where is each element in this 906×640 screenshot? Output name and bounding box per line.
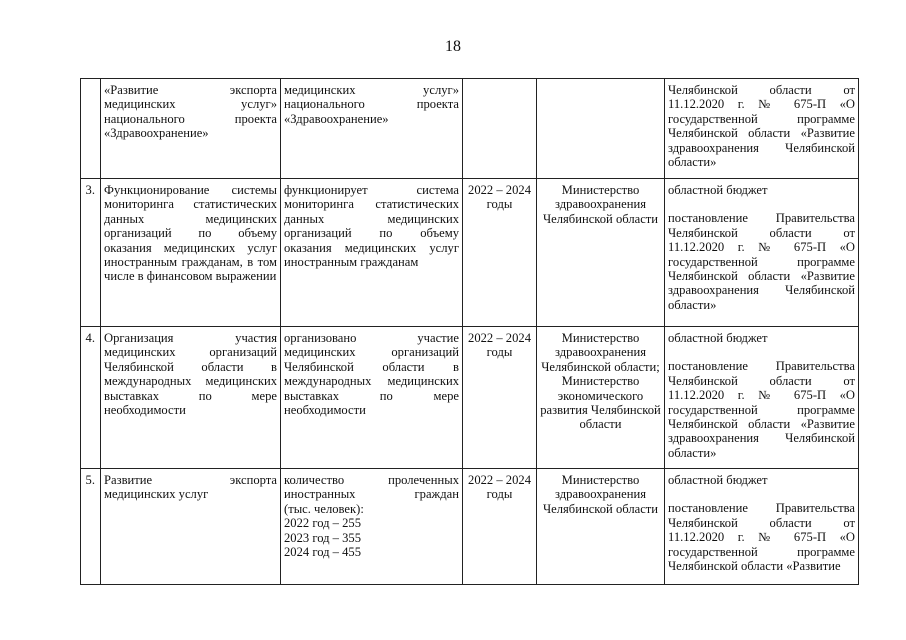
expected-result [281, 179, 463, 327]
result-line: организовано участие медицинских организаций Челябинской области в международных медицинских выставках по мере необходимости [284, 331, 459, 418]
activity-name: Функционирование системы мониторинга статистических данных медицинских организаций по объему оказания медицинских услуг иностранным гражданам, в том числе в финансовом выражении [101, 179, 281, 327]
implementation-term: 2022 – 2024 годы [463, 179, 537, 327]
row-number [81, 79, 101, 179]
table-row [81, 469, 859, 585]
implementation-term: 2022 – 2024 годы [463, 327, 537, 469]
funding-budget: областной бюджет [668, 473, 768, 487]
row-number: 4. [81, 327, 101, 469]
responsible-executor: Министерство здравоохранения Челябинской области [537, 179, 665, 327]
funding-source [665, 469, 859, 585]
funding-budget: областной бюджет [668, 183, 768, 197]
funding-document: постановление Правительства Челябинской области от 11.12.2020 г. № 675-П «О государственной программе Челябинской области «Развитие [668, 501, 855, 574]
table-row [81, 327, 859, 469]
activity-name: Развитие экспорта медицинских услуг [101, 469, 281, 585]
implementation-term: 2022 – 2024 годы [463, 469, 537, 585]
funding-source [665, 327, 859, 469]
funding-document: Челябинской области от 11.12.2020 г. № 675-П «О государственной программе Челябинской области «Развитие здравоохранения Челябинской области» [668, 83, 855, 170]
result-line: 2024 год – 455 [284, 545, 362, 560]
expected-result [281, 79, 463, 179]
result-line: медицинских услуг» национального проекта «Здравоохранение» [284, 83, 459, 126]
result-line: функционирует система мониторинга статистических данных медицинских организаций по объему оказания медицинских услуг иностранным гражданам [284, 183, 459, 270]
funding-document: постановление Правительства Челябинской области от 11.12.2020 г. № 675-П «О государственной программе Челябинской области «Развитие здравоохранения Челябинской области» [668, 359, 855, 460]
activity-name: Организация участия медицинских организаций Челябинской области в международных медицинских выставках по мере необходимости [101, 327, 281, 469]
table-row [81, 179, 859, 327]
result-line: 2023 год – 355 [284, 530, 362, 545]
implementation-term [463, 79, 537, 179]
expected-result [281, 469, 463, 585]
funding-source [665, 79, 859, 179]
responsible-executor: Министерство здравоохранения Челябинской области; Министерство экономического развития Челябинской области [537, 327, 665, 469]
activity-name: «Развитие экспорта медицинских услуг» национального проекта «Здравоохранение» [101, 79, 281, 179]
responsible-executor [537, 79, 665, 179]
table-row [81, 79, 859, 179]
row-number: 3. [81, 179, 101, 327]
page-number: 18 [445, 38, 461, 55]
row-number: 5. [81, 469, 101, 585]
funding-budget: областной бюджет [668, 331, 768, 345]
result-line: 2022 год – 255 [284, 516, 362, 531]
result-line: количество пролеченных иностранных граждан [284, 473, 459, 502]
expected-result [281, 327, 463, 469]
funding-document: постановление Правительства Челябинской области от 11.12.2020 г. № 675-П «О государственной программе Челябинской области «Развитие здравоохранения Челябинской области» [668, 211, 855, 312]
activities-table [80, 78, 859, 585]
responsible-executor: Министерство здравоохранения Челябинской области [537, 469, 665, 585]
funding-source [665, 179, 859, 327]
result-line: (тыс. человек): [284, 501, 364, 516]
